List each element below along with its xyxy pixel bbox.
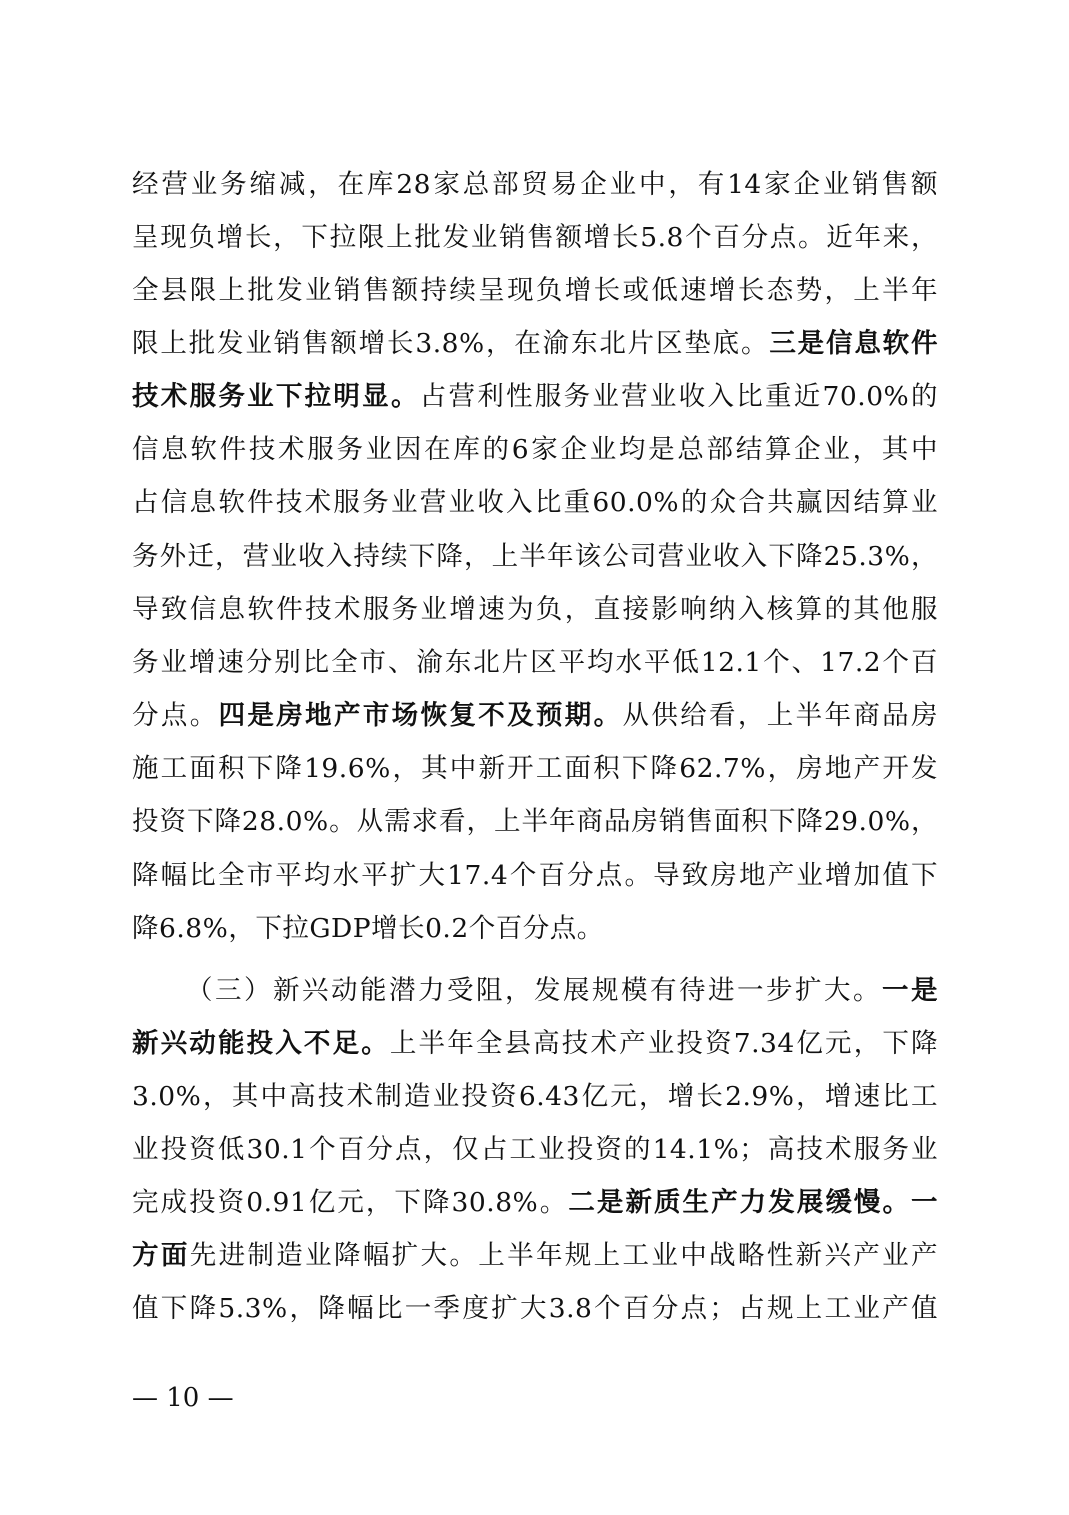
text-segment: 务业增速分别比全市、渝东北片区平均水平低12.1个、17.2个百 [132, 647, 938, 678]
text-segment: 限上批发业销售额增长3.8%，在渝东北片区垫底。 [132, 328, 770, 359]
text-line [132, 531, 938, 583]
text-line [132, 796, 938, 848]
text-segment: 先进制造业降幅扩大。上半年规上工业中战略性新兴产业产 [189, 1240, 939, 1271]
text-line [132, 1230, 938, 1282]
text-line [132, 477, 938, 529]
text-segment: 施工面积下降19.6%，其中新开工面积下降62.7%，房地产开发 [132, 753, 938, 784]
text-segment: 投资下降28.0%。从需求看，上半年商品房销售面积下降29.0%， [132, 806, 938, 837]
text-line [132, 584, 938, 636]
text-segment: （三）新兴动能潜力受阻，发展规模有待进一步扩大。 [186, 975, 882, 1006]
text-line [132, 1283, 938, 1335]
text-segment: 呈现负增长，下拉限上批发业销售额增长5.8个百分点。近年来， [132, 222, 938, 253]
text-segment: 上半年全县高技术产业投资7.34亿元，下降 [389, 1028, 938, 1059]
text-line [132, 903, 938, 955]
text-segment: 完成投资0.91亿元，下降30.8%。 [132, 1187, 569, 1218]
text-line [132, 1018, 938, 1070]
text-segment: 值下降5.3%，降幅比一季度扩大3.8个百分点；占规上工业产值 [132, 1293, 938, 1324]
bold-text-segment: 新兴动能投入不足。 [132, 1028, 390, 1059]
text-line [132, 371, 938, 423]
text-line [132, 1071, 938, 1123]
text-line [132, 690, 938, 742]
text-line [186, 965, 938, 1017]
text-segment: 导致信息软件技术服务业增速为负，直接影响纳入核算的其他服 [132, 594, 938, 625]
text-segment: 分点。 [132, 700, 219, 731]
text-line [132, 212, 938, 264]
text-segment: 占营利性服务业营业收入比重近70.0%的 [419, 381, 939, 412]
text-line [132, 637, 938, 689]
text-line [132, 265, 938, 317]
text-segment: 全县限上批发业销售额持续呈现负增长或低速增长态势，上半年 [132, 275, 938, 306]
text-segment: 降6.8%，下拉GDP增长0.2个百分点。 [132, 913, 604, 944]
text-segment: 务外迁，营业收入持续下降，上半年该公司营业收入下降25.3%， [132, 541, 938, 572]
text-segment: 从供给看，上半年商品房 [622, 700, 939, 731]
text-segment: 经营业务缩减，在库28家总部贸易企业中，有14家企业销售额 [132, 169, 938, 200]
text-line [132, 159, 938, 211]
text-line [132, 1124, 938, 1176]
bold-text-segment: 四是房地产市场恢复不及预期。 [218, 700, 623, 731]
text-line [132, 743, 938, 795]
text-line [132, 424, 938, 476]
bold-text-segment: 技术服务业下拉明显。 [132, 381, 420, 412]
text-line [132, 1177, 938, 1229]
text-line [132, 318, 938, 370]
page-number: — 10 — [132, 1383, 234, 1413]
text-segment: 占信息软件技术服务业营业收入比重60.0%的众合共赢因结算业 [132, 487, 938, 518]
text-segment: 3.0%，其中高技术制造业投资6.43亿元，增长2.9%，增速比工 [132, 1081, 938, 1112]
bold-text-segment: 三是信息软件 [769, 328, 938, 359]
text-segment: 信息软件技术服务业因在库的6家企业均是总部结算企业，其中 [132, 434, 938, 465]
bold-text-segment: 二是新质生产力发展缓慢。一 [568, 1187, 938, 1218]
bold-text-segment: 一是 [882, 975, 938, 1006]
text-segment: 降幅比全市平均水平扩大17.4个百分点。导致房地产业增加值下 [132, 860, 938, 891]
text-line [132, 850, 938, 902]
bold-text-segment: 方面 [132, 1240, 190, 1271]
text-segment: 业投资低30.1个百分点，仅占工业投资的14.1%；高技术服务业 [132, 1134, 938, 1165]
